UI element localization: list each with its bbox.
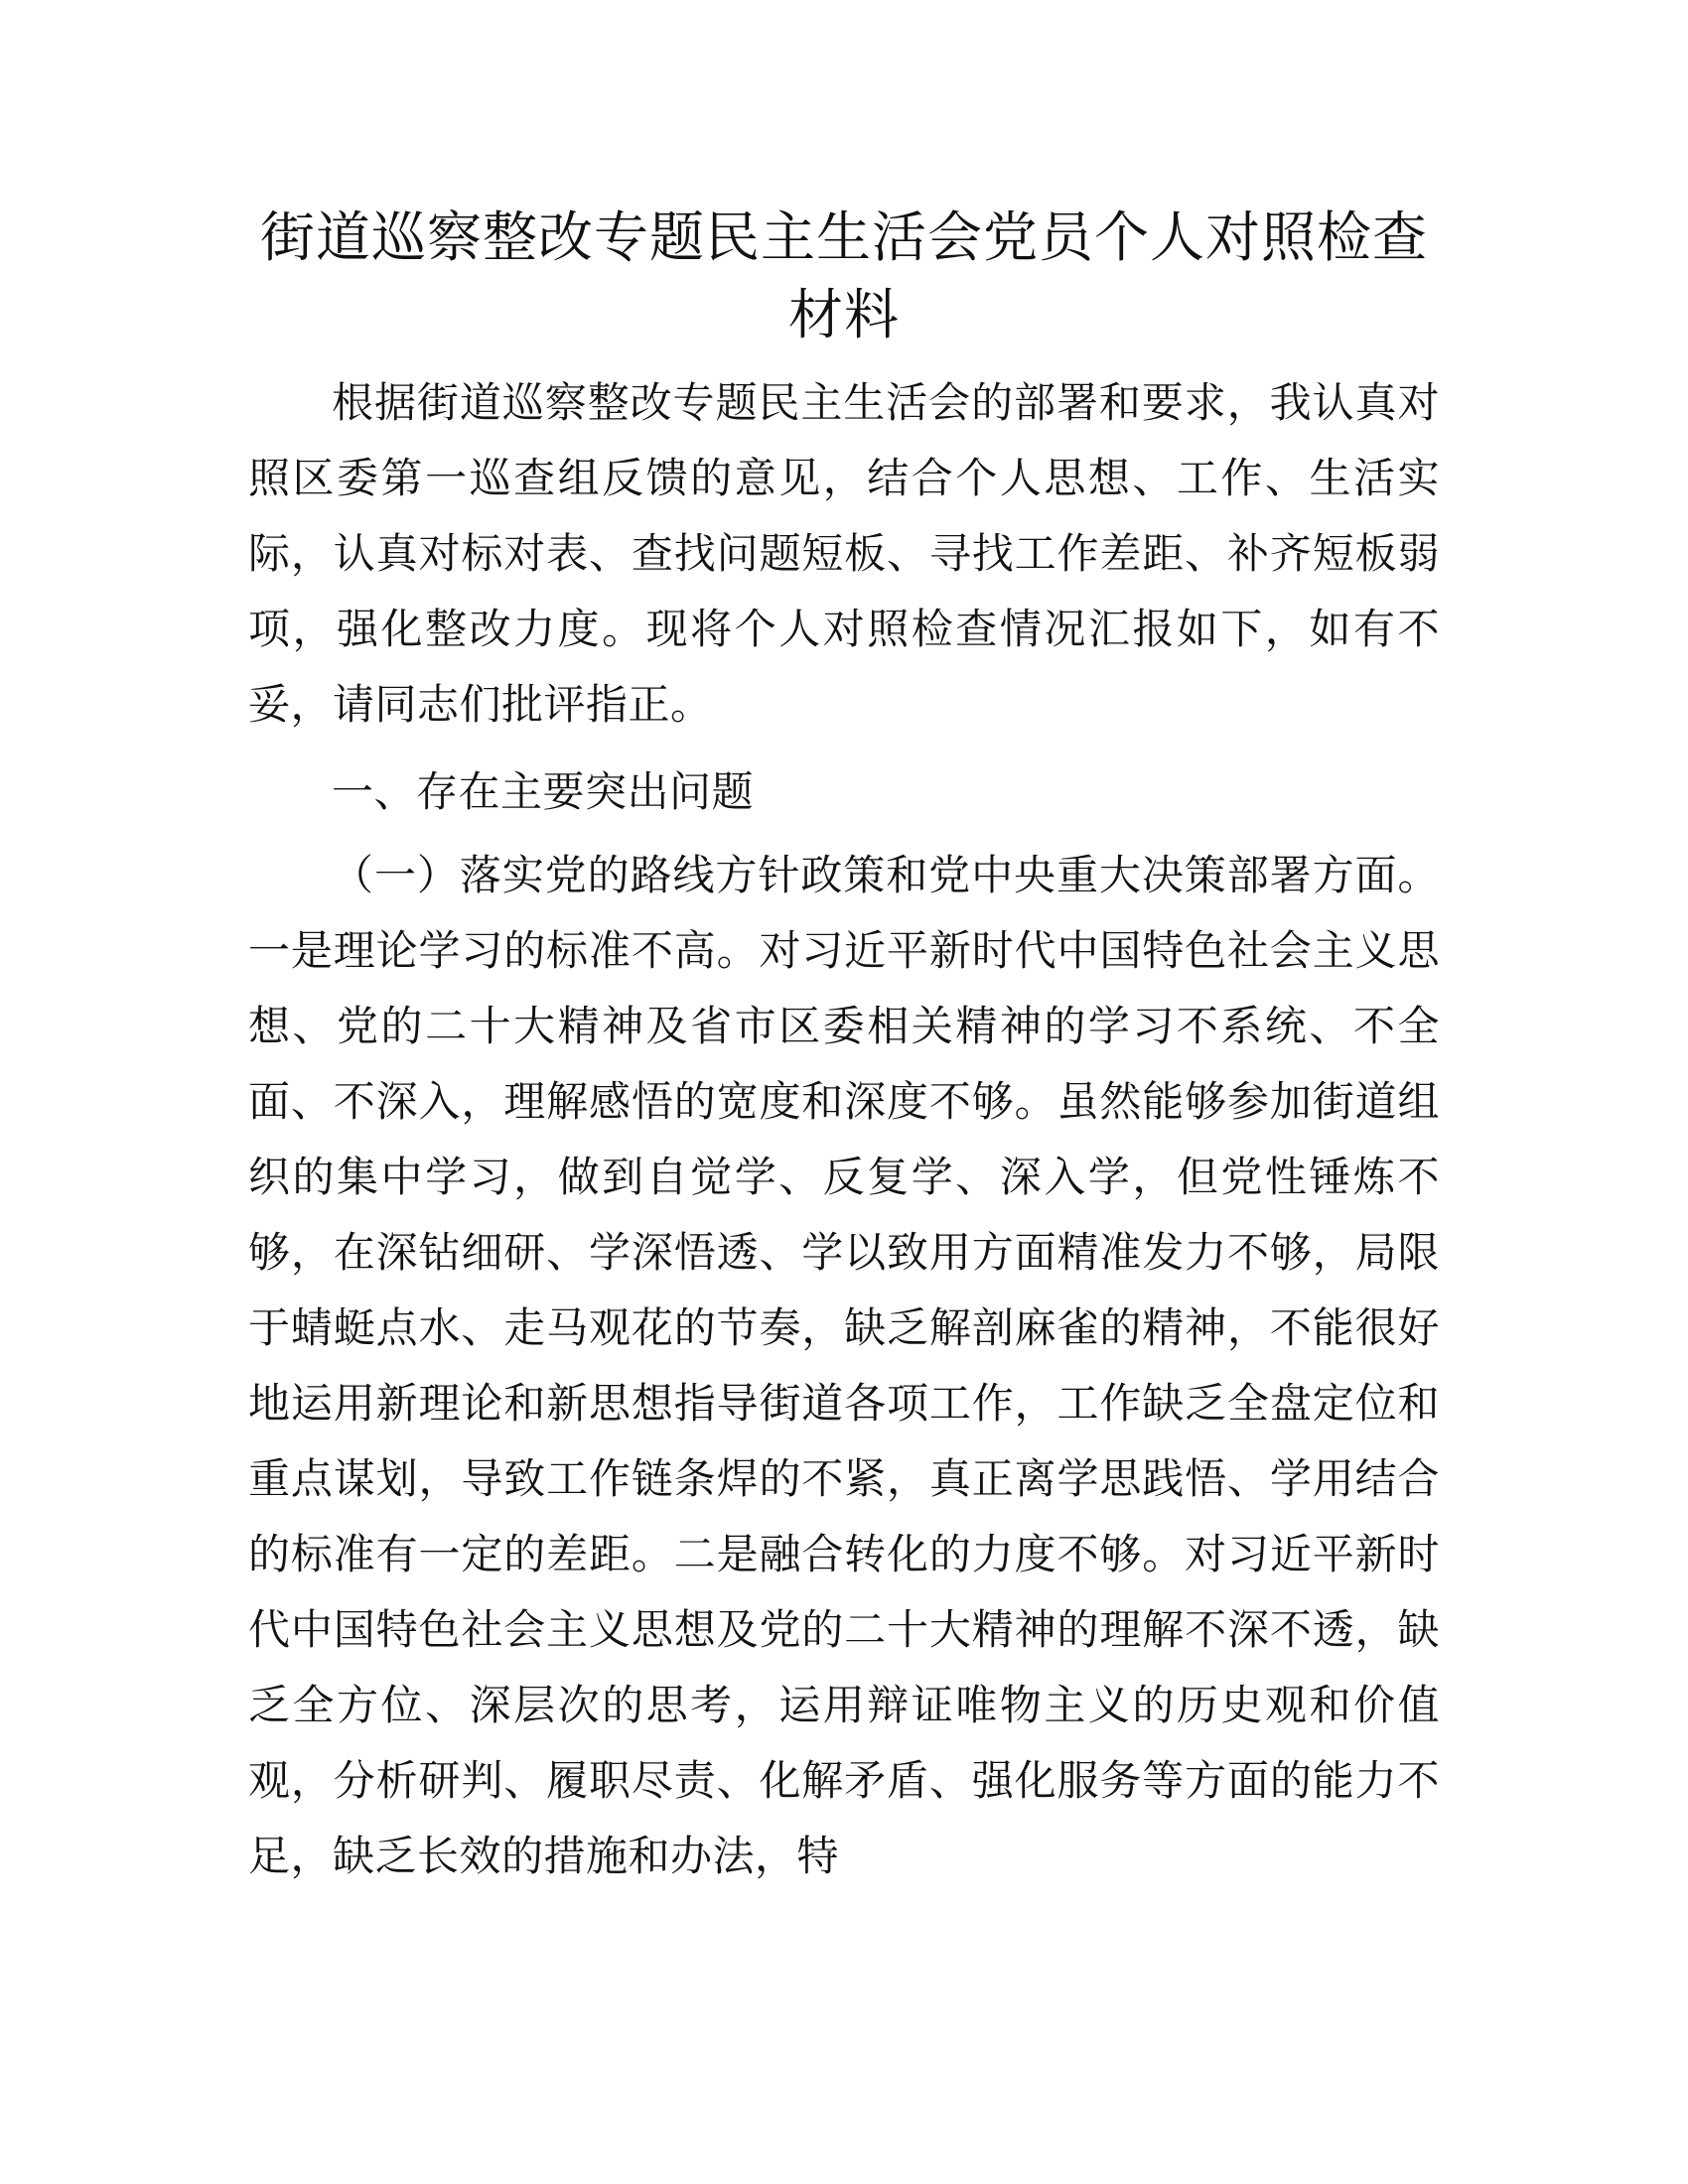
- document-content: [248, 199, 1440, 1894]
- section-heading: 一、存在主要突出问题: [332, 767, 755, 816]
- body-paragraph: （一）落实党的路线方针政策和党中央重大决策部署方面。一是理论学习的标准不高。对习近平新时代中国特色社会主义思想、党的二十大精神及省市区委相关精神的学习不系统、不全面、不深入，理解感悟的宽度和深度不够。虽然能够参加街道组织的集中学习，做到自觉学、反复学、深入学，但党性锤炼不够，在深钻细研、学深悟透、学以致用方面精准发力不够，局限于蜻蜓点水、走马观花的节奏，缺乏解剖麻雀的精神，不能很好地运用新理论和新思想指导街道各项工作，工作缺乏全盘定位和重点谋划，导致工作链条焊的不紧，真正离学思践悟、学用结合的标准有一定的差距。二是融合转化的力度不够。对习近平新时代中国特色社会主义思想及党的二十大精神的理解不深不透，缺乏全方位、深层次的思考，运用辩证唯物主义的历史观和价值观，分析研判、履职尽责、化解矛盾、强化服务等方面的能力不足，缺乏长效的措施和办法，特: [248, 851, 1440, 1880]
- intro-paragraph: 根据街道巡察整改专题民主生活会的部署和要求，我认真对照区委第一巡查组反馈的意见，结合个人思想、工作、生活实际，认真对标对表、查找问题短板、寻找工作差距、补齐短板弱项，强化整改力度。现将个人对照检查情况汇报如下，如有不妥，请同志们批评指正。: [248, 378, 1440, 729]
- document-title: 街道巡察整改专题民主生活会党员个人对照检查材料: [259, 205, 1428, 346]
